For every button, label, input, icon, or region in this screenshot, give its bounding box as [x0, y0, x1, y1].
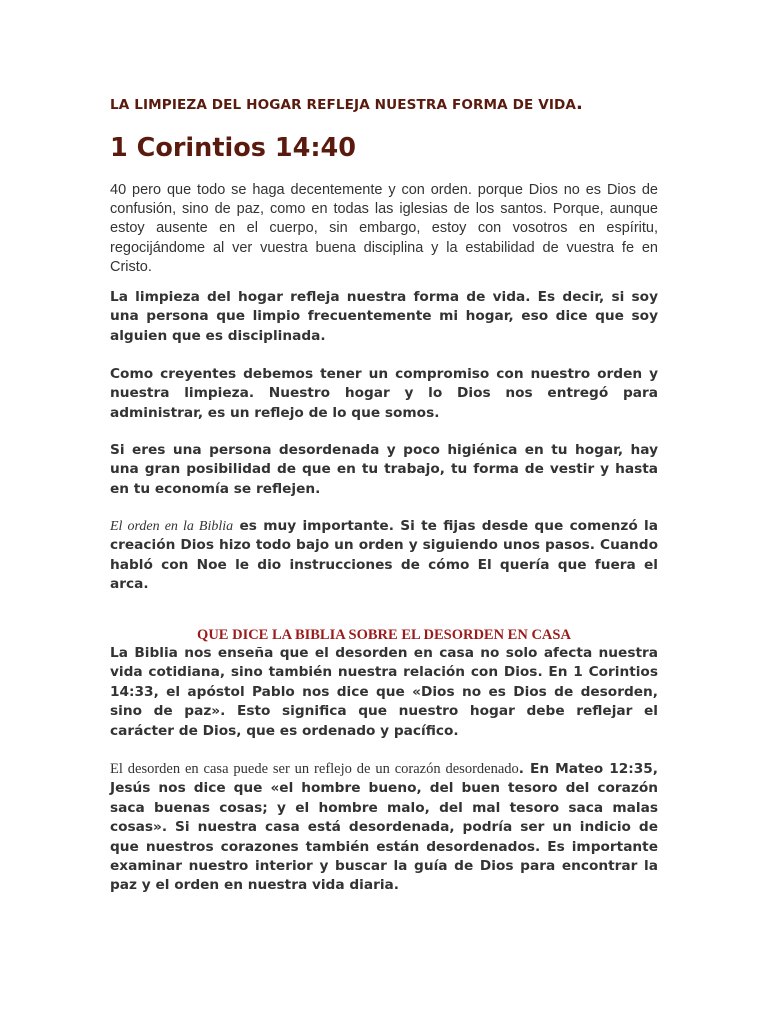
paragraph-6-rest: . En Mateo 12:35, Jesús nos dice que «el hombre bueno, del buen tesoro del corazón saca buenas cosas; y el hombre malo, del mal tesoro saca malas cosas». Si nuestra casa está desordenada, podría ser un indicio de que nuestros corazones también están desordenados. Es importante examinar nuestro interior y buscar la guía de Dios para encontrar la paz y el orden en nuestra vida diaria.: [110, 761, 658, 894]
paragraph-4-lead: El orden en la Biblia: [110, 519, 234, 534]
paragraph-5: La Biblia nos enseña que el desorden en casa no solo afecta nuestra vida cotidiana, sino también nuestra relación con Dios. En 1 Corintios 14:33, el apóstol Pablo nos dice que «Dios no es Dios de desorden, sino de paz». Esto significa que nuestro hogar debe reflejar el carácter de Dios, que es ordenado y pacífico.: [110, 645, 658, 739]
page-heading: [110, 93, 658, 114]
paragraph-1: La limpieza del hogar refleja nuestra forma de vida. Es decir, si soy una persona que limpio frecuentemente mi hogar, eso dice que soy alguien que es disciplinada.: [110, 289, 658, 344]
paragraph-6: [110, 760, 658, 896]
paragraph-4-rest: es muy importante. Si te fijas desde que comenzó la creación Dios hizo todo bajo un orden y siguiendo unos pasos. Cuando habló con Noe le dio instrucciones de cómo El quería que fuera el arca.: [110, 518, 658, 593]
paragraph-4: [110, 517, 658, 595]
paragraph-2: Como creyentes debemos tener un compromiso con nuestro orden y nuestra limpieza. Nuestro hogar y lo Dios nos entregó para administrar, es un reflejo de lo que somos.: [110, 366, 658, 421]
page-heading-period: .: [576, 93, 583, 114]
paragraph-6-lead: El desorden en casa puede ser un reflejo de un corazón desordenado: [110, 761, 519, 777]
section-title: QUE DICE LA BIBLIA SOBRE EL DESORDEN EN CASA: [197, 627, 571, 643]
paragraph-3: Si eres una persona desordenada y poco higiénica en tu hogar, hay una gran posibilidad de que en tu trabajo, tu forma de vestir y hasta en tu economía se reflejen.: [110, 442, 658, 497]
verse-reference-title: 1 Corintios 14:40: [110, 133, 356, 163]
verse-text: 40 pero que todo se haga decentemente y con orden. porque Dios no es Dios de confusión, sino de paz, como en todas las iglesias de los santos. Porque, aunque estoy ausente en el cuerpo, sin embargo, estoy con vosotros en espíritu, regocijándome al ver vuestra buena disciplina y la estabilidad de vuestra fe en Cristo.: [110, 182, 658, 275]
page-heading-text: LA LIMPIEZA DEL HOGAR REFLEJA NUESTRA FORMA DE VIDA: [110, 97, 577, 113]
